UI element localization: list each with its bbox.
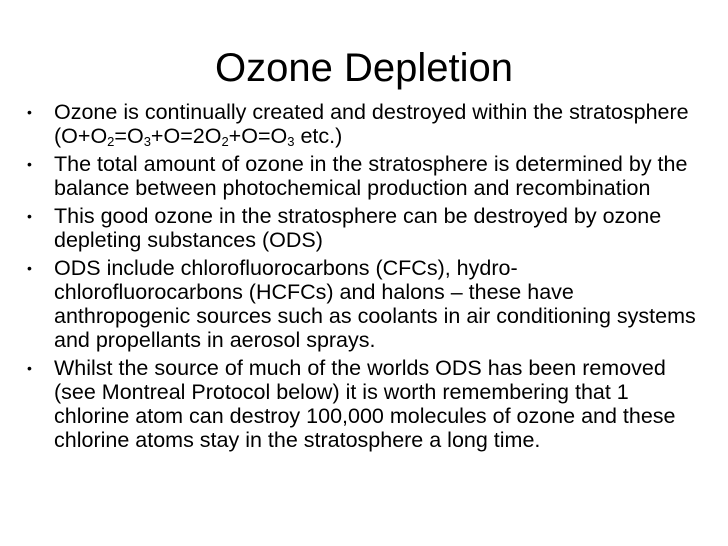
bullet-item-chlorine <box>0 356 728 452</box>
bullet-text: The total amount of ozone in the stratosphere is determined by the balance between photochemical production and recombination <box>54 152 688 200</box>
bullet-item-ozone-balance <box>0 152 728 200</box>
bullet-list <box>0 100 728 456</box>
slide-title: Ozone Depletion <box>215 46 513 90</box>
bullet-icon: • <box>27 104 32 120</box>
bullet-text: This good ozone in the stratosphere can be destroyed by ozone depleting substances (ODS) <box>54 204 662 252</box>
bullet-icon: • <box>27 156 32 172</box>
bullet-text: Whilst the source of much of the worlds ODS has been removed (see Montreal Protocol below) it is worth remembering that 1 chlorine atom can destroy 100,000 molecules of ozone and these chlorine atoms stay in the stratosphere a long time. <box>54 356 676 452</box>
ozone-equation: ($O+O_2=O_3+O=2O_2+O=O_3$ etc.) <box>54 124 343 149</box>
bullet-item-ozone-cycle <box>0 100 728 148</box>
bullet-text: Ozone is continually created and destroyed within the stratosphere <box>54 100 689 124</box>
bullet-item-ods-destroy <box>0 204 728 252</box>
bullet-item-ods-types <box>0 256 728 352</box>
bullet-icon: • <box>27 360 32 376</box>
bullet-icon: • <box>27 208 32 224</box>
bullet-text: ODS include chlorofluorocarbons (CFCs), hydro-chlorofluorocarbons (HCFCs) and halons – these have anthropogenic sources such as coolants in air conditioning systems and propellants in aerosol sprays. <box>54 256 696 352</box>
bullet-icon: • <box>27 260 32 276</box>
